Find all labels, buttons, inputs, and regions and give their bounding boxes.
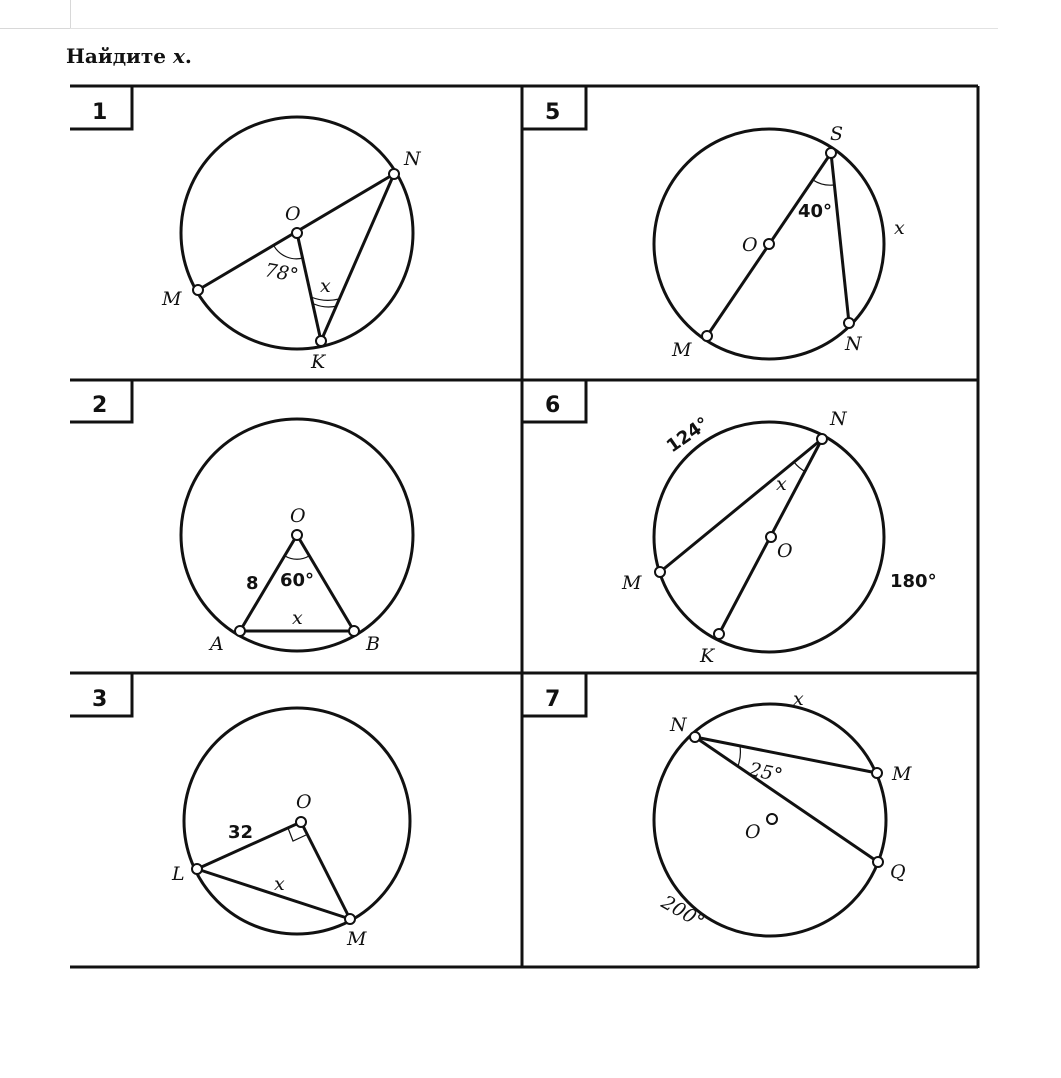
panel-6-x: x bbox=[776, 473, 787, 495]
panel-3-label-M: M bbox=[347, 928, 367, 950]
panel-2-label-B: B bbox=[366, 633, 380, 655]
panel-3-figure bbox=[184, 708, 410, 934]
panel-7-figure bbox=[654, 704, 886, 936]
panel-6-arc1: 124° bbox=[662, 413, 714, 458]
panel-7-label-O: O bbox=[745, 821, 761, 843]
panel-2-label-O: O bbox=[290, 505, 306, 527]
panel-6-arc2: 180° bbox=[890, 571, 937, 592]
panel-6-label-M: M bbox=[622, 572, 642, 594]
panel-7-label-M: M bbox=[892, 763, 912, 785]
panel-3-label-O: O bbox=[296, 791, 312, 813]
panel-1-label-K: K bbox=[311, 351, 326, 373]
panel-6-label-O: O bbox=[777, 540, 793, 562]
panel-3-side: 32 bbox=[228, 822, 254, 843]
panel-5-label-O: O bbox=[742, 234, 758, 256]
panel-2-number: 2 bbox=[92, 393, 108, 418]
panel-1-number: 1 bbox=[92, 100, 108, 125]
panel-5-figure bbox=[654, 129, 884, 359]
panel-7-number: 7 bbox=[545, 687, 561, 712]
panel-2-label-A: A bbox=[210, 633, 224, 655]
panel-7-angle: 25° bbox=[746, 758, 785, 787]
panel-1-figure bbox=[181, 117, 413, 349]
panel-1-label-O: O bbox=[285, 203, 301, 225]
panel-2-angle: 60° bbox=[280, 570, 315, 591]
panel-3-x: x bbox=[274, 873, 285, 895]
panel-6-label-K: K bbox=[700, 645, 715, 667]
panel-1-label-N: N bbox=[404, 148, 421, 170]
panel-5-label-S: S bbox=[830, 123, 844, 145]
panel-1-x: x bbox=[320, 275, 331, 297]
task-title: Найдите x. bbox=[66, 44, 192, 68]
panel-5-number: 5 bbox=[545, 100, 561, 125]
panel-2-x: x bbox=[292, 607, 303, 629]
panel-3-number: 3 bbox=[92, 687, 108, 712]
panel-2-side: 8 bbox=[246, 573, 259, 594]
panel-7-x: x bbox=[793, 688, 804, 710]
panel-7-arc: 200° bbox=[657, 891, 709, 934]
panel-5-angle: 40° bbox=[798, 201, 833, 222]
panel-6-label-N: N bbox=[830, 408, 847, 430]
panel-number-boxes bbox=[70, 86, 586, 716]
panel-5-x: x bbox=[894, 217, 905, 239]
panel-5-label-M: M bbox=[672, 339, 692, 361]
panel-6-number: 6 bbox=[545, 393, 561, 418]
panel-1-angle: 78° bbox=[263, 259, 301, 287]
panel-7-label-N: N bbox=[670, 714, 687, 736]
panel-7-label-Q: Q bbox=[890, 861, 906, 883]
panel-1-label-M: M bbox=[162, 288, 182, 310]
panel-6-figure bbox=[654, 422, 884, 652]
panel-5-label-N: N bbox=[845, 333, 862, 355]
panel-3-label-L: L bbox=[172, 863, 185, 885]
